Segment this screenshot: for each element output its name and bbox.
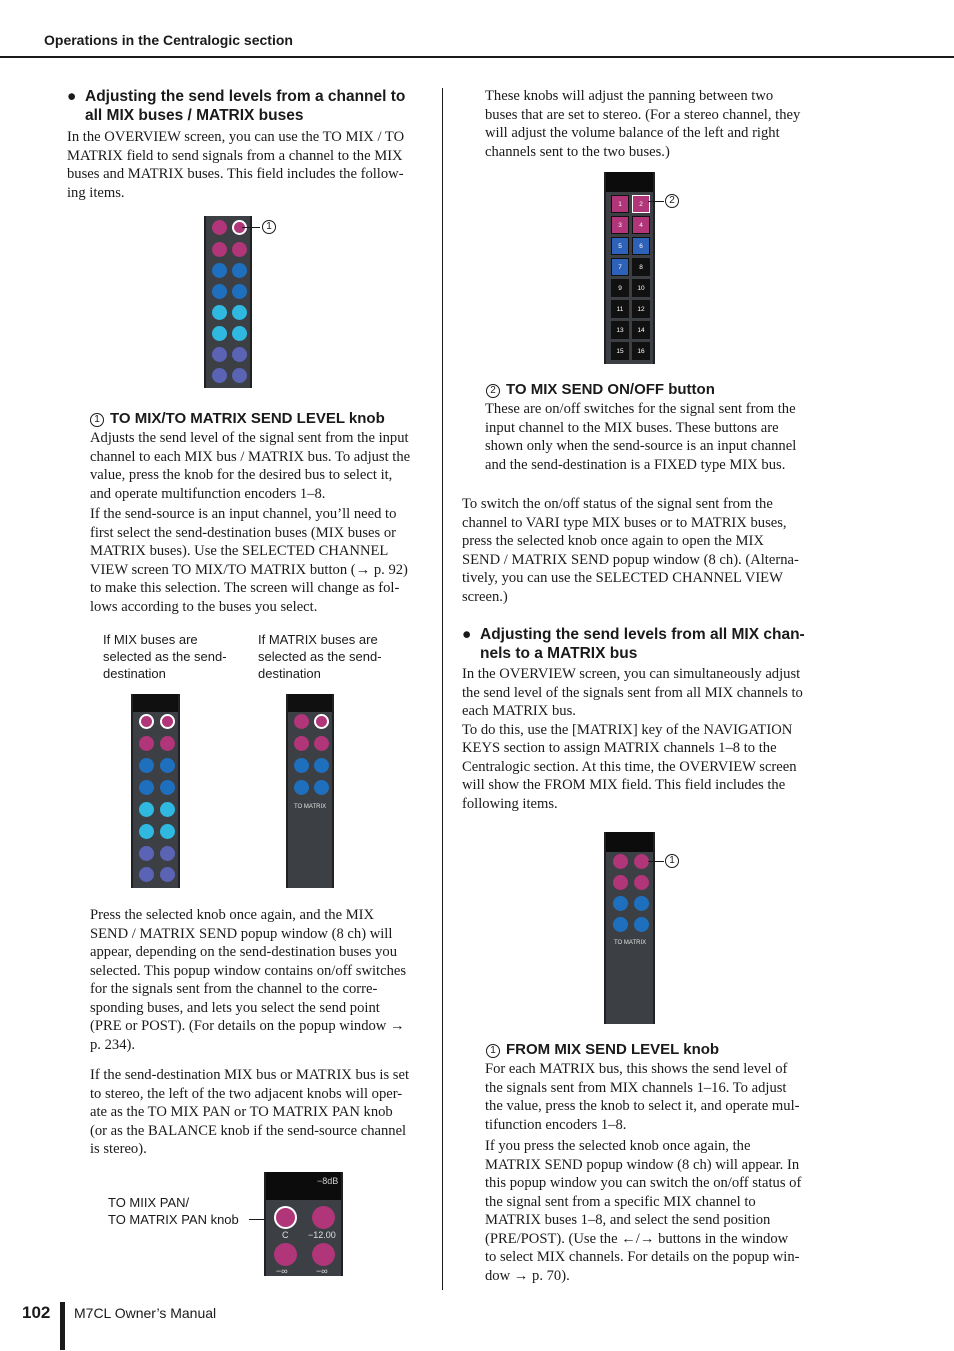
knob <box>139 714 154 729</box>
paragraph-from-mix: For each MATRIX bus, this shows the send level of the signals sent from MIX channels 1–16. To adjust the value, press the knob to select it, and operate mul- tifunction encoders 1–8. <box>485 1061 800 1133</box>
on-off-button[interactable]: 2 <box>632 195 650 213</box>
paragraph-vari-type: To switch the on/off status of the signal sent from the channel to VARI type MIX buses or to MATRIX buses, press the selected knob once again to open the MIX SEND / MATRIX SEND popup window (8 ch). (Alterna- tively, you can use the SELECTED CHANNEL VIEW screen.) <box>462 496 799 605</box>
knob <box>294 780 309 795</box>
knob <box>634 854 649 869</box>
knob <box>139 780 154 795</box>
knob <box>160 802 175 817</box>
caption-mix-buses: If MIX buses are selected as the send- destination <box>103 632 227 681</box>
level-knob <box>312 1206 335 1229</box>
knob <box>274 1243 297 1266</box>
knob <box>139 824 154 839</box>
paragraph-intro: In the OVERVIEW screen, you can use the TO MIX / TO MATRIX field to send signals from a channel to the MIX buses and MATRIX buses. This field includes the follow- ing items. <box>67 129 405 201</box>
knob <box>613 875 628 890</box>
screenshot-to-mix-knobs <box>204 216 252 388</box>
knob <box>613 854 628 869</box>
pan-center-label: C <box>282 1230 289 1240</box>
on-off-button[interactable]: 3 <box>611 216 629 234</box>
level-readout: −12.00 <box>308 1230 336 1240</box>
paragraph-send-source: If the send-source is an input channel, you’ll need to first select the send-destination buses (MIX buses or MATRIX buses). Use the SELECTED CHANNEL VIEW screen TO MIX/TO MATRIX button (→ p. 92) to make this selection. The screen will change as fol- lows according to the buses you select. <box>90 506 408 615</box>
paragraph-overview-matrix: In the OVERVIEW screen, you can simultaneously adjust the send level of the signals sent from all MIX channels to each MATRIX bus. To do this, use the [MATRIX] key of the NAVIGATION KEYS section to assign MATRIX channels 1–8 to the Centralogic section. At this time, the OVERVIEW screen will show the FROM MIX field. This field includes the following items. <box>462 666 803 812</box>
on-off-button[interactable]: 9 <box>611 279 629 297</box>
on-off-button[interactable]: 4 <box>632 216 650 234</box>
paragraph-popup: Press the selected knob once again, and the MIX SEND / MATRIX SEND popup window (8 ch) will appear, depending on the send-destination buses you selected. This popup window contains on/off switches for the signals sent from the channel to the corre- sponding buses, and lets you select the send point (PRE or POST). (For details on the popup window → p. 234). <box>90 907 407 1053</box>
on-off-button[interactable]: 1 <box>611 195 629 213</box>
knob <box>232 305 247 320</box>
bullet-icon: ● <box>462 626 472 643</box>
item-heading-send-level-knob: 1 TO MIX/TO MATRIX SEND LEVEL knob <box>90 410 430 428</box>
paragraph-pan-knobs: These knobs will adjust the panning between two buses that are set to stereo. (For a stereo channel, they will adjust the volume balance of the left and right channels sent to the two buses.) <box>485 88 801 160</box>
callout-leader <box>648 861 664 862</box>
pan-knob-label: TO MIIX PAN/ TO MATRIX PAN knob <box>108 1195 239 1227</box>
on-off-button[interactable]: 6 <box>632 237 650 255</box>
bullet-icon: ● <box>67 88 77 105</box>
on-off-button[interactable]: 5 <box>611 237 629 255</box>
knob <box>232 284 247 299</box>
knob <box>294 714 309 729</box>
page-number: 102 <box>22 1303 51 1322</box>
caption-matrix-buses: If MATRIX buses are selected as the send- destination <box>258 632 382 681</box>
callout-1: 1 <box>262 220 276 234</box>
knob <box>139 867 154 882</box>
knob <box>160 780 175 795</box>
footer-bar <box>60 1302 65 1350</box>
on-off-button[interactable]: 12 <box>632 300 650 318</box>
knob <box>294 758 309 773</box>
knob <box>312 1243 335 1266</box>
header-rule <box>0 56 954 58</box>
paragraph-send-level: Adjusts the send level of the signal sent from the input channel to each MIX bus / MATRIX bus. To adjust the value, press the knob for the desired bus to select it, and operate multifunction encoders 1–8. <box>90 430 411 502</box>
running-header: Operations in the Centralogic section <box>44 32 293 48</box>
knob <box>634 875 649 890</box>
knob <box>314 780 329 795</box>
to-matrix-label: TO MATRIX <box>614 940 647 946</box>
item-heading-on-off-button: 2 TO MIX SEND ON/OFF button <box>486 381 826 399</box>
on-off-button[interactable]: 7 <box>611 258 629 276</box>
knob <box>613 917 628 932</box>
on-off-button[interactable]: 16 <box>632 342 650 360</box>
knob <box>634 896 649 911</box>
paragraph-stereo: If the send-destination MIX bus or MATRIX bus is set to stereo, the left of the two adjacent knobs will oper- ate as the TO MIX PAN or TO MATRIX PAN knob (or as the BALANCE knob if the send-source channel is stereo). <box>90 1067 410 1157</box>
minus-inf: −∞ <box>276 1266 288 1276</box>
callout-leader <box>242 227 260 228</box>
knob <box>139 802 154 817</box>
pan-knob <box>274 1206 297 1229</box>
callout-leader <box>648 201 664 202</box>
knob <box>232 326 247 341</box>
knob <box>212 263 227 278</box>
manual-title: M7CL Owner’s Manual <box>74 1305 217 1321</box>
knob <box>139 736 154 751</box>
knob <box>139 758 154 773</box>
knob-selected <box>314 714 329 729</box>
knob <box>232 347 247 362</box>
knob <box>160 758 175 773</box>
knob <box>160 846 175 861</box>
knob <box>212 326 227 341</box>
knob <box>212 242 227 257</box>
db-readout: −8dB <box>317 1176 339 1186</box>
knob <box>314 736 329 751</box>
callout-2: 2 <box>665 194 679 208</box>
knob <box>232 242 247 257</box>
knob <box>212 347 227 362</box>
on-off-button[interactable]: 13 <box>611 321 629 339</box>
knob <box>212 284 227 299</box>
paragraph-on-off: These are on/off switches for the signal sent from the input channel to the MIX buses. These buttons are shown only when the send-source is an input channel and the send-destination is a FIXED type MIX bus. <box>485 401 797 473</box>
paragraph-matrix-popup: If you press the selected knob once again, the MATRIX SEND popup window (8 ch) will appear. In this popup window you can switch the on/off status of the signal sent from a specific MIX channel to MATRIX buses 1–8, and select the send position (PRE/POST). (Use the ←/→ buttons in the window to select MIX channels. For details on the popup win- dow → p. 70). <box>485 1138 802 1284</box>
knob <box>160 824 175 839</box>
knob <box>294 736 309 751</box>
screenshot-pan-knob <box>264 1172 343 1276</box>
section-heading-send-to-mix: ● Adjusting the send levels from a channel to all MIX buses / MATRIX buses <box>67 88 406 124</box>
knob <box>160 736 175 751</box>
knob <box>139 846 154 861</box>
on-off-button[interactable]: 10 <box>632 279 650 297</box>
on-off-button[interactable]: 15 <box>611 342 629 360</box>
knob <box>634 917 649 932</box>
section-heading-from-mix: ● Adjusting the send levels from all MIX chan- nels to a MATRIX bus <box>462 626 805 662</box>
knob <box>160 714 175 729</box>
knob <box>212 220 227 235</box>
knob <box>212 305 227 320</box>
screenshot-mix-destination <box>131 694 180 888</box>
to-matrix-label: TO MATRIX <box>294 804 327 810</box>
callout-1-right: 1 <box>665 854 679 868</box>
knob <box>232 263 247 278</box>
on-off-button[interactable]: 8 <box>632 258 650 276</box>
knob <box>212 368 227 383</box>
knob <box>613 896 628 911</box>
minus-inf: −∞ <box>316 1266 328 1276</box>
on-off-button[interactable]: 11 <box>611 300 629 318</box>
on-off-button[interactable]: 14 <box>632 321 650 339</box>
knob <box>232 368 247 383</box>
column-divider <box>442 88 443 1290</box>
knob <box>314 758 329 773</box>
screenshot-matrix-destination <box>286 694 334 888</box>
item-heading-from-mix-knob: 1 FROM MIX SEND LEVEL knob <box>486 1041 826 1059</box>
knob <box>160 867 175 882</box>
